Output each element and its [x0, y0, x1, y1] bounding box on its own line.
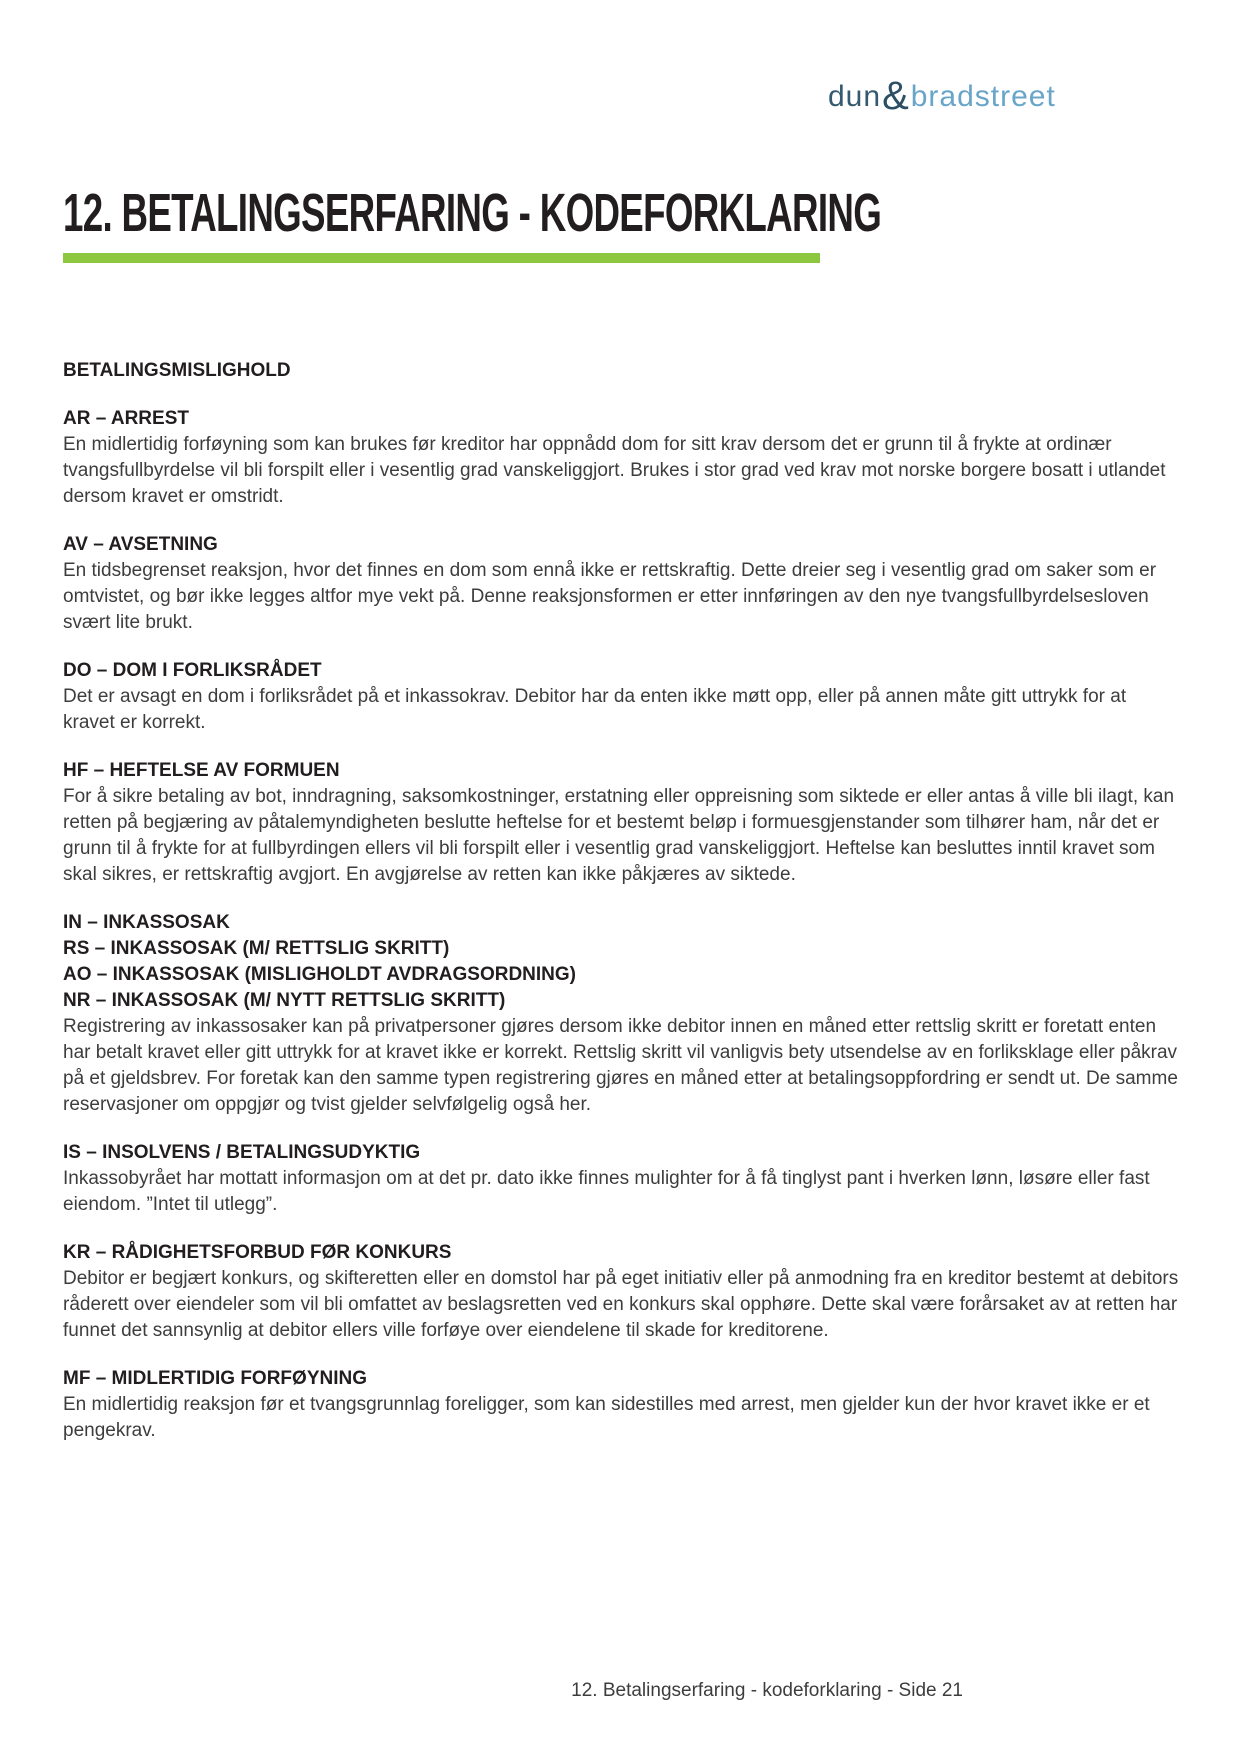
code-description: Det er avsagt en dom i forliksrådet på et inkassokrav. Debitor har da enten ikke møtt opp, eller på annen måte gitt uttrykk for at kravet er korrekt. — [63, 686, 1127, 733]
code-heading: IN – INKASSOSAK — [63, 912, 230, 933]
section-mf-midlertidig-forfoyning — [63, 1366, 1179, 1444]
code-description: Inkassobyrået har mottatt informasjon om at det pr. dato ikke finnes mulighter for å få tinglyst pant i hverken lønn, løsøre eller fast eiendom. ”Intet til utlegg”. — [63, 1168, 1150, 1215]
dun-bradstreet-logo — [828, 74, 1056, 118]
code-description: Debitor er begjært konkurs, og skifteretten eller en domstol har på eget initiativ eller på anmodning fra en kreditor bestemt at debitors råderett over eiendeler som vil bli omfattet av beslagsretten ved en konkurs skal opphøre. Dette skal være forårsaket av at retten har funnet det sannsynlig at debitor ellers ville forføye over eiendelene til skade for kreditorene. — [63, 1268, 1179, 1341]
code-heading: DO – DOM I FORLIKSRÅDET — [63, 660, 322, 681]
code-heading: KR – RÅDIGHETSFORBUD FØR KONKURS — [63, 1242, 452, 1263]
code-description: En tidsbegrenset reaksjon, hvor det finnes en dom som ennå ikke er rettskraftig. Dette dreier seg i vesentlig grad om saker som er omtvistet, og bør ikke legges altfor mye vekt på. Denne reaksjonsformen er etter innføringen av den nye tvangsfullbyrdelsesloven svært lite brukt. — [63, 560, 1157, 633]
code-heading: AR – ARREST — [63, 408, 189, 429]
code-heading: RS – INKASSOSAK (M/ RETTSLIG SKRITT) — [63, 938, 450, 959]
code-heading: HF – HEFTELSE AV FORMUEN — [63, 760, 340, 781]
code-heading: AO – INKASSOSAK (MISLIGHOLDT AVDRAGSORDNING) — [63, 964, 577, 985]
section-do-dom-i-forliksradet — [63, 658, 1179, 736]
code-heading: IS – INSOLVENS / BETALINGSUDYKTIG — [63, 1142, 421, 1163]
document-body — [63, 358, 1179, 1466]
code-description: Registrering av inkassosaker kan på privatpersoner gjøres dersom ikke debitor innen en måned etter rettslig skritt er foretatt enten har betalt kravet eller gitt uttrykk for at kravet ikke er korrekt. Rettslig skritt vil vanligvis bety utsendelse av en forliksklage eller påkrav på et gjeldsbrev. For foretak kan den samme typen registrering gjøres en måned etter at betalingsoppfordring er sendt ut. De samme reservasjoner om oppgjør og tvist gjelder selvfølgelig også her. — [63, 1016, 1178, 1115]
code-description: For å sikre betaling av bot, inndragning, saksomkostninger, erstatning eller oppreisning som siktede er eller antas å ville bli ilagt, kan retten på begjæring av påtalemyndigheten beslutte heftelse for et bestemt beløp i formuesgjenstander som tilhører ham, når det er grunn til å frykte for at fullbyrdingen ellers vil bli forspilt eller i vesentlig grad vanskeliggjort. Heftelse kan besluttes inntil kravet som skal sikres, er rettskraftig avgjort. En avgjørelse av retten kan ikke påkjæres av siktede. — [63, 786, 1175, 885]
page-title: 12. BETALINGSERFARING - KODEFORKLARING — [63, 183, 882, 243]
logo-ampersand-icon: & — [882, 74, 910, 118]
section-kr-radighetsforbud — [63, 1240, 1179, 1344]
logo-text-bradstreet: bradstreet — [910, 80, 1056, 113]
code-heading: MF – MIDLERTIDIG FORFØYNING — [63, 1368, 367, 1389]
code-description: En midlertidig forføyning som kan brukes før kreditor har oppnådd dom for sitt krav dersom det er grunn til å frykte at ordinær tvangsfullbyrdelse vil bli forspilt eller i vesentlig grad vanskeliggjort. Brukes i stor grad ved krav mot norske borgere bosatt i utlandet dersom kravet er omstridt. — [63, 434, 1166, 507]
section-inkassosak-codes — [63, 910, 1179, 1118]
section-hf-heftelse-av-formuen — [63, 758, 1179, 888]
title-underline-bar — [63, 253, 820, 263]
section-av-avsetning — [63, 532, 1179, 636]
section-is-insolvens — [63, 1140, 1179, 1218]
section-ar-arrest — [63, 406, 1179, 510]
category-header: BETALINGSMISLIGHOLD — [63, 360, 291, 381]
logo-text-dun: dun — [828, 80, 882, 113]
code-description: En midlertidig reaksjon før et tvangsgrunnlag foreligger, som kan sidestilles med arrest, men gjelder kun der hvor kravet ikke er et pengekrav. — [63, 1394, 1150, 1441]
code-heading: NR – INKASSOSAK (M/ NYTT RETTSLIG SKRITT) — [63, 990, 506, 1011]
page-footer: 12. Betalingserfaring - kodeforklaring - Side 21 — [571, 1680, 963, 1701]
code-heading: AV – AVSETNING — [63, 534, 218, 555]
